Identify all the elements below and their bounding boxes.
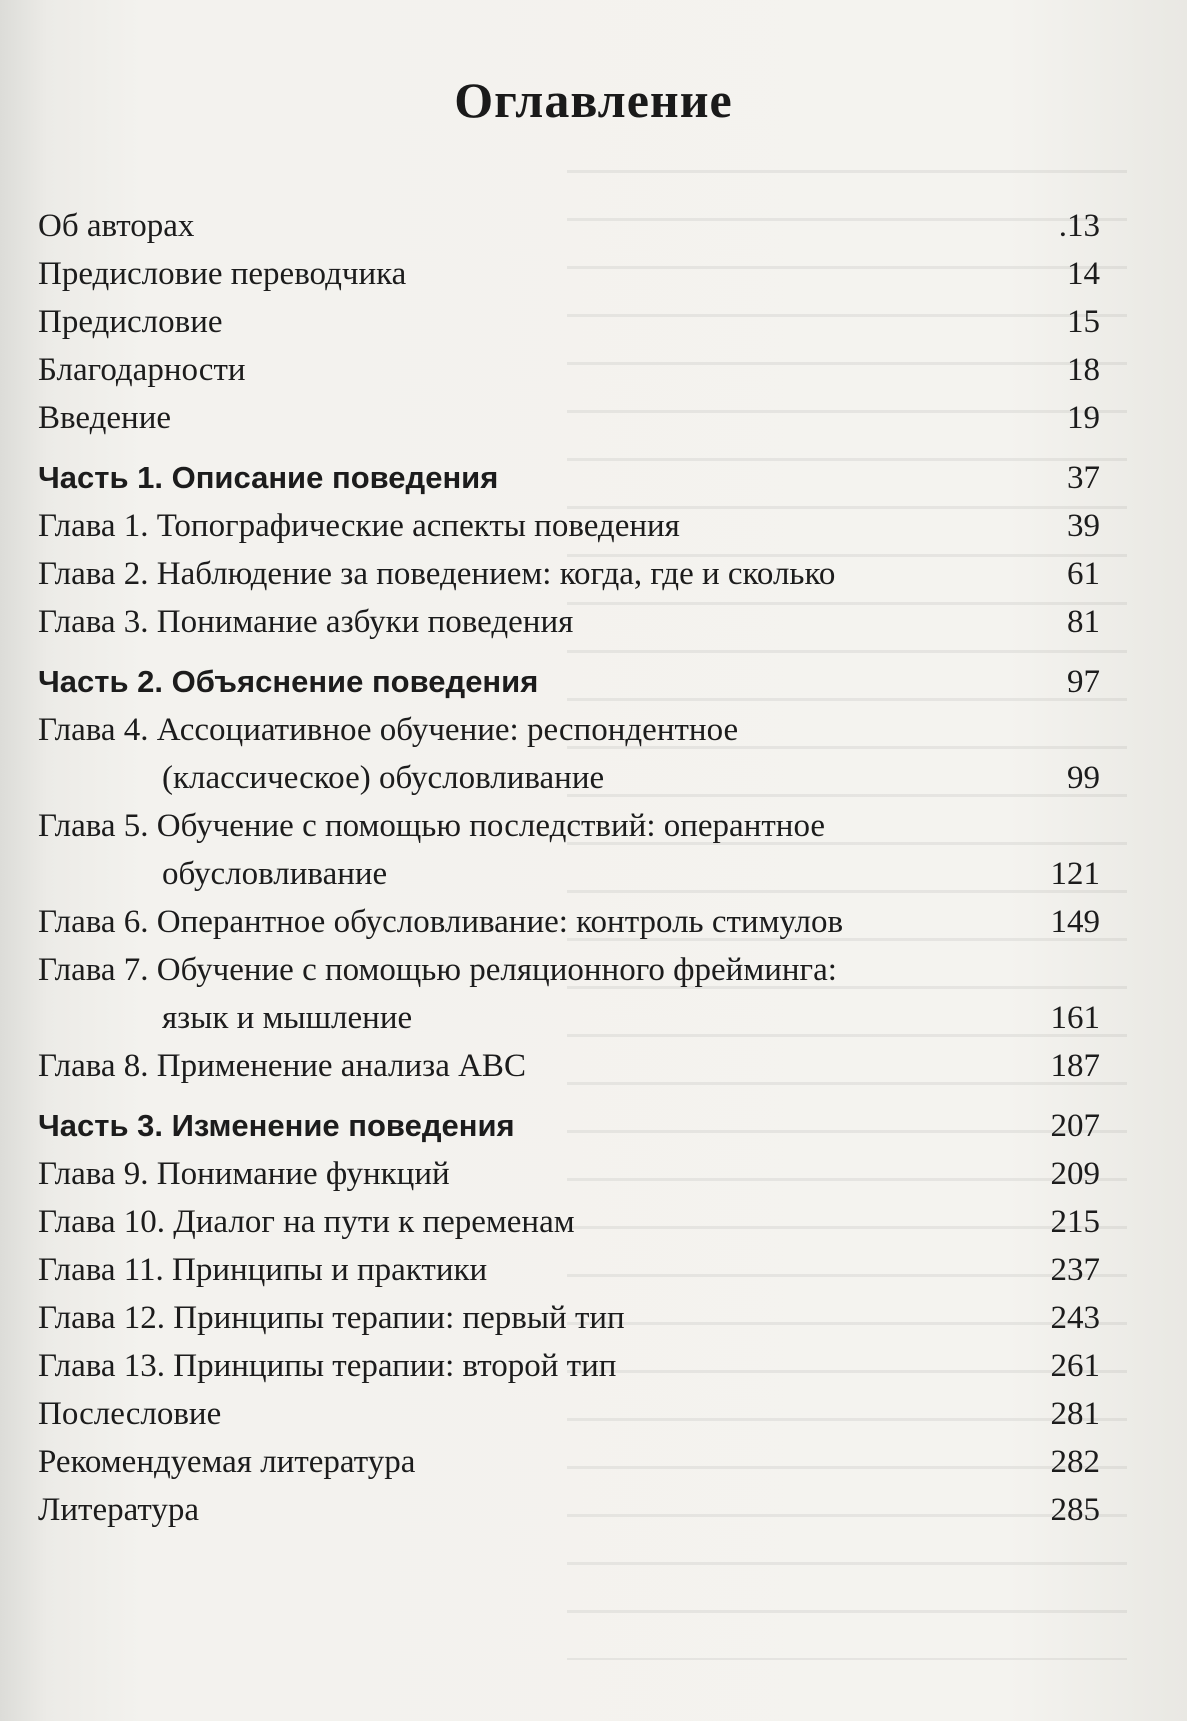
toc-entry-title: Часть 1. Описание поведения	[38, 460, 499, 495]
toc-entry-title: Глава 11. Принципы и практики	[38, 1252, 488, 1288]
toc-entry	[38, 706, 1100, 802]
toc-page-number: 237	[1050, 1252, 1100, 1288]
toc-page-number: 19	[1067, 400, 1100, 436]
toc-entry-title: Введение	[38, 400, 172, 436]
toc-entry	[38, 346, 1100, 394]
toc-entry-title: Глава 2. Наблюдение за поведением: когда, где и сколько	[38, 556, 836, 592]
toc-page-number: 207	[1050, 1108, 1100, 1144]
toc-entry-title: Предисловие переводчика	[38, 256, 407, 292]
toc-entry-title-continuation: (классическое) обусловливание	[162, 760, 605, 796]
toc-entry	[38, 1150, 1100, 1198]
toc-page-number: 61	[1067, 556, 1100, 592]
toc-page-number: 15	[1067, 304, 1100, 340]
toc-entry	[38, 1390, 1100, 1438]
toc-entry	[38, 802, 1100, 898]
toc-entry-title: Предисловие	[38, 304, 223, 340]
page-title: Оглавление	[454, 72, 733, 128]
toc-entry-title: Глава 13. Принципы терапии: второй тип	[38, 1348, 617, 1384]
toc-page-number: 243	[1050, 1300, 1100, 1336]
toc-page-number: 261	[1050, 1348, 1100, 1384]
toc-entry-title-continuation: обусловливание	[162, 856, 388, 892]
toc-entry-title: Глава 8. Применение анализа ABC	[38, 1048, 526, 1084]
toc-part-entry	[38, 658, 1100, 706]
toc-page-number: 187	[1050, 1048, 1100, 1084]
toc-page-number: 18	[1067, 352, 1100, 388]
toc-page-number: 281	[1050, 1396, 1100, 1432]
toc-page-number: 39	[1067, 508, 1100, 544]
toc-entry	[38, 298, 1100, 346]
toc-entry	[38, 1042, 1100, 1090]
toc-entry-title: Глава 10. Диалог на пути к переменам	[38, 1204, 575, 1240]
toc-entry-title: Глава 5. Обучение с помощью последствий: оперантное	[38, 808, 825, 844]
toc-page-number: 37	[1067, 460, 1100, 496]
toc-entry-title: Об авторах	[38, 208, 195, 244]
toc-page-number: 149	[1050, 904, 1100, 940]
toc-entry	[38, 946, 1100, 1042]
toc-page-number: 97	[1067, 664, 1100, 700]
toc-part-entry	[38, 454, 1100, 502]
toc-entry	[38, 1342, 1100, 1390]
toc-entry	[38, 898, 1100, 946]
toc-page-number: .13	[1058, 208, 1100, 244]
toc-entry-title: Глава 4. Ассоциативное обучение: респондентное	[38, 712, 739, 748]
toc-entry-title: Часть 3. Изменение поведения	[38, 1108, 515, 1143]
toc-entry-title: Глава 12. Принципы терапии: первый тип	[38, 1300, 625, 1336]
toc-page-number: 161	[1050, 1000, 1100, 1036]
toc-entry	[38, 202, 1100, 250]
toc-entry	[38, 550, 1100, 598]
toc-page-number: 14	[1067, 256, 1100, 292]
toc-entry-title: Благодарности	[38, 352, 246, 388]
toc-entry-title: Послесловие	[38, 1396, 222, 1432]
toc-entry-title-continuation: язык и мышление	[162, 1000, 413, 1036]
toc-entry-title: Глава 7. Обучение с помощью реляционного фрейминга:	[38, 952, 837, 988]
toc-entry-title: Глава 9. Понимание функций	[38, 1156, 450, 1192]
toc-entry	[38, 1198, 1100, 1246]
table-of-contents	[38, 202, 1100, 1534]
toc-page-number: 99	[1067, 760, 1100, 796]
toc-part-entry	[38, 1102, 1100, 1150]
toc-page-number: 121	[1050, 856, 1100, 892]
toc-page-number: 282	[1050, 1444, 1100, 1480]
toc-entry	[38, 394, 1100, 442]
toc-page-number: 81	[1067, 604, 1100, 640]
toc-entry-title: Глава 1. Топографические аспекты поведения	[38, 508, 680, 544]
toc-page-number: 209	[1050, 1156, 1100, 1192]
toc-entry	[38, 250, 1100, 298]
toc-page-number: 285	[1050, 1492, 1100, 1528]
toc-page-number: 215	[1050, 1204, 1100, 1240]
toc-entry-title: Глава 3. Понимание азбуки поведения	[38, 604, 574, 640]
toc-entry	[38, 1294, 1100, 1342]
toc-entry	[38, 1246, 1100, 1294]
toc-entry	[38, 1486, 1100, 1534]
toc-entry	[38, 1438, 1100, 1486]
toc-entry-title: Глава 6. Оперантное обусловливание: контроль стимулов	[38, 904, 844, 940]
toc-entry-title: Часть 2. Объяснение поведения	[38, 664, 539, 699]
toc-entry	[38, 598, 1100, 646]
toc-entry-title: Рекомендуемая литература	[38, 1444, 416, 1480]
toc-entry	[38, 502, 1100, 550]
toc-entry-title: Литература	[38, 1492, 200, 1528]
